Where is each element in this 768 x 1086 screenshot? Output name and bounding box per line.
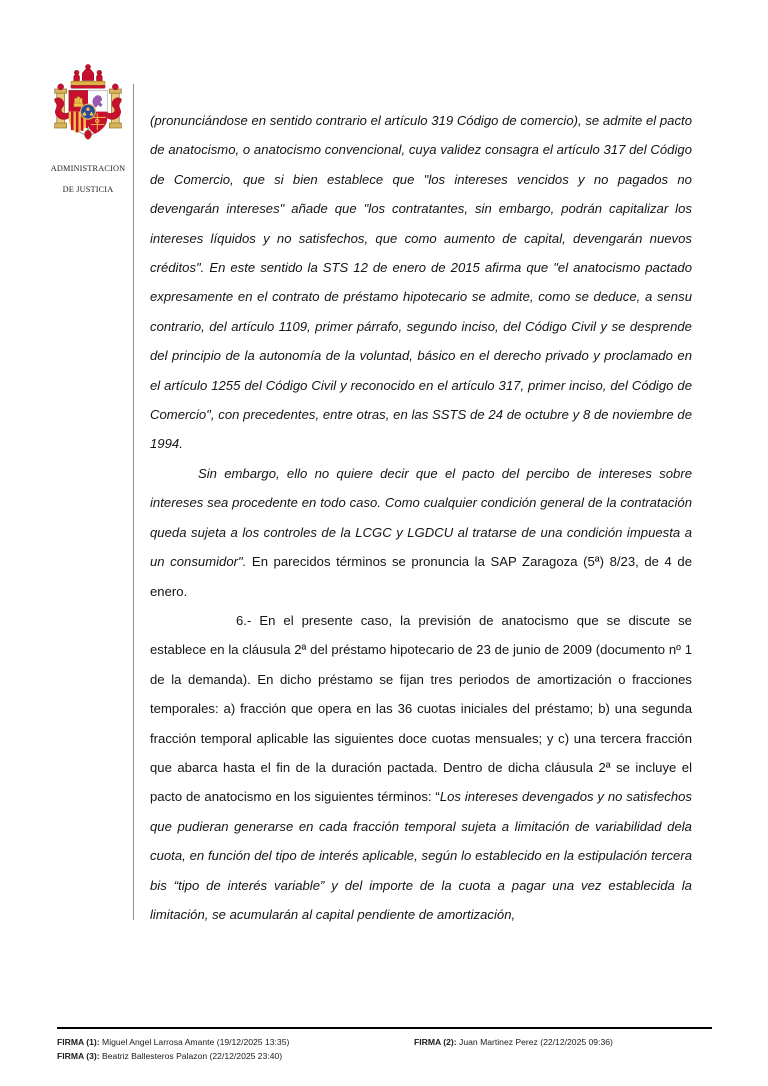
caption-line-1: ADMINISTRACION xyxy=(50,163,126,173)
paragraph-run-upright: 6.- En el presente caso, la previsión de anatocismo que se discute se establece en la cláusula 2ª del préstamo hipotecario de 23 de junio de 2009 (documento nº 1 de la demanda). En dicho préstamo se fijan tres periodos de amortización o fracciones temporales: a) fracción que opera en las 36 cuotas iniciales del préstamo; b) una segunda fracción temporal aplicable las siguientes doce cuotas mensuales; y c) una tercera fracción que abarca hasta el fin de la duración pactada. Dentro de dicha cláusula 2ª se incluye el pacto de anatocismo en los siguientes términos: “ xyxy=(150,612,692,805)
paragraph-punto-6 xyxy=(150,606,692,929)
signature-name: Beatriz Ballesteros Palazon xyxy=(102,1050,208,1061)
administration-of-justice-caption xyxy=(42,153,134,206)
signature-entry-3 xyxy=(57,1050,437,1064)
signature-timestamp: (22/12/2025 23:40) xyxy=(209,1050,283,1061)
footer-divider-rule xyxy=(57,1027,712,1029)
paragraph-sin-embargo xyxy=(150,459,692,606)
coat-of-arms-of-spain-icon xyxy=(45,62,131,150)
signature-name: Juan Martinez Perez xyxy=(459,1037,538,1047)
signature-label: FIRMA (1): xyxy=(57,1037,100,1047)
paragraph-run-italic: (pronunciándose en sentido contrario el artículo 319 Código de comercio), se admite el pacto de anatocismo, o anatocismo convencional, cuya validez consagra el artículo 317 del Código de Comercio, que si bien establece que "los intereses vencidos y no pagados no devengarán intereses" añade que "los contratantes, sin embargo, podrán capitalizar los intereses líquidos y no satisfechos, que como aumento de capital, devengarán nuevos créditos". En este sentido la STS 12 de enero de 2015 afirma que "el anatocismo pactado expresamente en el contrato de préstamo hipotecario se admite, como se deduce, a sensu contrario, del artículo 1109, primer párrafo, segundo inciso, del Código Civil y se desprende del principio de la autonomía de la voluntad, básico en el derecho privado y proclamado en el artículo 1255 del Código Civil y reconocido en el artículo 317, primer inciso, del Código de Comercio", con precedentes, entre otras, en las SSTS de 24 de octubre y 8 de noviembre de 1994. xyxy=(150,113,692,452)
signature-timestamp: (19/12/2025 13:35) xyxy=(216,1037,290,1047)
paragraph-run-upright: En parecidos términos se pronuncia la SAP Zaragoza (5ª) 8/23, de 4 de enero. xyxy=(150,554,692,599)
signature-entry-2 xyxy=(414,1036,734,1050)
paragraph-run-italic: Los intereses devengados y no satisfechos que pudieran generarse en cada fracción temporal sujeta a limitación de variabilidad dela cuota, en función del tipo de interés aplicable, según lo establecido en la estipulación tercera bis “tipo de interés variable” y del importe de la cuota a pagar una vez establecida la limitación, se acumularán al capital pendiente de amortización, xyxy=(150,789,693,922)
signature-name: Miguel Angel Larrosa Amante xyxy=(102,1037,215,1047)
signature-timestamp: (22/12/2025 09:36) xyxy=(540,1037,613,1047)
signature-entry-1 xyxy=(57,1036,437,1050)
margin-divider-rule xyxy=(133,84,134,920)
margin-emblem-block xyxy=(42,62,134,206)
paragraph-anatocismo-validez xyxy=(150,106,692,459)
signature-column-right xyxy=(414,1036,734,1050)
signature-label: FIRMA (3): xyxy=(57,1050,100,1061)
signature-label: FIRMA (2): xyxy=(414,1037,457,1047)
signature-column-left xyxy=(57,1036,437,1063)
caption-line-2: DE JUSTICIA xyxy=(62,184,114,194)
paragraph-run-italic: Sin embargo, ello no quiere decir que el pacto del percibo de intereses sobre intereses sea procedente en todo caso. Como cualquier condición general de la contratación queda sujeta a los controles de la LCGC y LGDCU al tratarse de una condición impuesta a un consumidor". xyxy=(150,465,692,570)
document-body xyxy=(150,106,692,929)
